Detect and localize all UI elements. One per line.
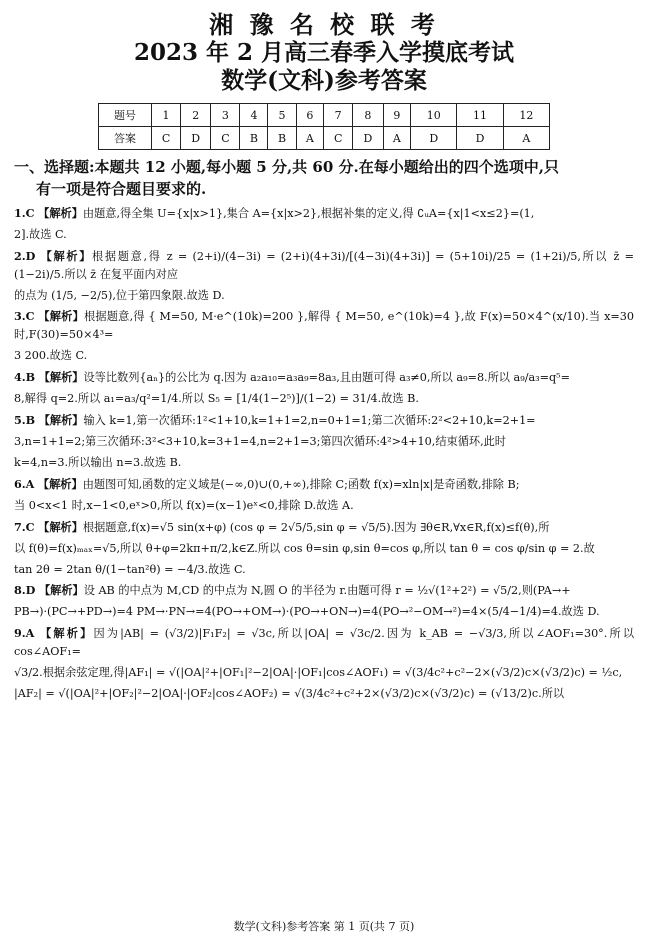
solution-text: √3/2.根据余弦定理,得|AF₁| = √(|OA|²+|OF₁|²−2|OA|·|OF₁|cos∠AOF₁) = √(3/4c²+c²−2×(√3/2)c×(√3/2)c) = ½c, bbox=[14, 666, 623, 680]
solution-text: 由题意,得全集 U={x|x>1},集合 A={x|x>2},根据补集的定义,得 ∁ᵤA={x|1<x≤2}=(1, bbox=[82, 206, 535, 220]
answer-table-number-row bbox=[99, 104, 550, 127]
section-heading-line: 有一项是符合题目要求的. bbox=[36, 180, 207, 199]
page-footer: 数学(文科)参考答案 第 1 页(共 7 页) bbox=[233, 920, 415, 933]
analysis-tag: 【解析】 bbox=[38, 309, 84, 324]
analysis-tag: 【解析】 bbox=[38, 583, 84, 598]
answer-table bbox=[98, 103, 550, 150]
answer-table-number-header: 题号 bbox=[99, 104, 152, 127]
solution-text: 以 f(θ)=f(x)ₘₐₓ=√5,所以 θ+φ=2kπ+π/2,k∈Z.所以 cos θ=sin φ,sin θ=cos φ,所以 tan θ = cos φ/sin φ = 2.故 bbox=[14, 541, 595, 555]
question-number-cell: 10 bbox=[411, 104, 457, 127]
question-label: 8.D bbox=[14, 583, 36, 598]
question-number-cell: 2 bbox=[181, 104, 211, 127]
solution-text: 输入 k=1,第一次循环:1²<1+10,k=1+1=2,n=0+1=1;第二次循环:2²<2+10,k=2+1= bbox=[83, 414, 536, 428]
solution-5 bbox=[14, 412, 634, 472]
solution-2 bbox=[14, 248, 634, 305]
solution-text: 3 200.故选 C. bbox=[14, 349, 88, 363]
solution-text: PB→)·(PC→+PD→)=4 PM→·PN→=4(PO→+OM→)·(PO→+ON→)=4(PO→²−OM→²)=4×(5/4−1/4)=4.故选 D. bbox=[14, 605, 600, 619]
title-subject: 数学(文科)参考答案 bbox=[221, 67, 427, 95]
solution-3 bbox=[14, 308, 634, 365]
question-label: 5.B bbox=[14, 413, 36, 428]
analysis-tag: 【解析】 bbox=[40, 626, 94, 641]
question-label: 9.A bbox=[14, 626, 35, 641]
question-label: 7.C bbox=[14, 519, 35, 534]
answer-cell: A bbox=[383, 127, 411, 150]
question-number-cell: 11 bbox=[457, 104, 503, 127]
solution-4 bbox=[14, 369, 634, 408]
solution-text: 由题图可知,函数的定义域是(−∞,0)∪(0,+∞),排除 C;函数 f(x)=xln|x|是奇函数,排除 B; bbox=[82, 477, 520, 491]
solution-text: 当 0<x<1 时,x−1<0,eˣ>0,所以 f(x)=(x−1)eˣ<0,排除 D.故选 A. bbox=[14, 498, 354, 512]
solution-6 bbox=[14, 476, 634, 515]
question-number-cell: 9 bbox=[383, 104, 411, 127]
question-label: 3.C bbox=[14, 309, 35, 324]
solution-text: 根据题意,f(x)=√5 sin(x+φ) (cos φ = 2√5/5,sin φ = √5/5).因为 ∃θ∈R,∀x∈R,f(x)≤f(θ),所 bbox=[82, 520, 550, 534]
solution-text: 设等比数列{aₙ}的公比为 q.因为 a₂a₁₀=a₃a₉=8a₃,且由题可得 a₃≠0,所以 a₉=8.所以 a₉/a₃=q⁵= bbox=[83, 371, 571, 385]
analysis-tag: 【解析】 bbox=[37, 476, 83, 491]
solution-text: |AF₂| = √(|OA|²+|OF₂|²−2|OA|·|OF₂|cos∠AOF₂) = √(3/4c²+c²+2×(√3/2)c×(√3/2)c) = (√13/2)c.所以 bbox=[14, 687, 565, 701]
answer-cell: B bbox=[268, 127, 296, 150]
solution-7 bbox=[14, 519, 634, 579]
answer-cell: D bbox=[457, 127, 503, 150]
solution-text: 设 AB 的中点为 M,CD 的中点为 N,圆 O 的半径为 r.由题可得 r = ½√(1²+2²) = √5/2,则(PA→+ bbox=[83, 584, 571, 598]
solution-text: 的点为 (1/5, −2/5),位于第四象限.故选 D. bbox=[14, 288, 225, 302]
analysis-tag: 【解析】 bbox=[38, 370, 84, 385]
solution-text: 根据题意,得 { M=50, M·e^(10k)=200 },解得 { M=50, e^(10k)=4 },故 F(x)=50×4^(x/10).当 x=30 时,F(30)=50×4³= bbox=[14, 310, 634, 342]
answer-cell: D bbox=[181, 127, 211, 150]
solution-text: 2].故选 C. bbox=[14, 227, 67, 241]
solution-text: 因为|AB| = (√3/2)|F₁F₂| = √3c,所以|OA| = √3c/2.因为 k_AB = −√3/3,所以∠AOF₁=30°.所以 cos∠AOF₁= bbox=[14, 627, 635, 659]
analysis-tag: 【解析】 bbox=[38, 205, 83, 220]
answer-cell: D bbox=[411, 127, 457, 150]
question-label: 2.D bbox=[14, 248, 36, 263]
solution-1 bbox=[14, 205, 634, 244]
section-heading bbox=[14, 157, 634, 201]
section-heading-line: 一、选择题:本题共 12 小题,每小题 5 分,共 60 分.在每小题给出的四个选项中,只 bbox=[14, 158, 559, 177]
solution-text: 8,解得 q=2.所以 a₁=a₃/q²=1/4.所以 S₅ = [1/4(1−2⁵)]/(1−2) = 31/4.故选 B. bbox=[14, 392, 419, 406]
solution-text: 3,n=1+1=2;第三次循环:3²<3+10,k=3+1=4,n=2+1=3;第四次循环:4²>4+10,结束循环,此时 bbox=[14, 435, 506, 448]
answer-table-answer-header: 答案 bbox=[99, 127, 152, 150]
solution-9 bbox=[14, 625, 634, 703]
analysis-tag: 【解析】 bbox=[38, 413, 84, 428]
solution-8 bbox=[14, 582, 634, 621]
question-number-cell: 3 bbox=[211, 104, 240, 127]
question-number-cell: 5 bbox=[268, 104, 296, 127]
question-label: 4.B bbox=[14, 370, 36, 385]
question-label: 1.C bbox=[14, 205, 35, 220]
answer-cell: C bbox=[211, 127, 240, 150]
answer-table-answer-row bbox=[99, 127, 550, 150]
title-alliance: 湘 豫 名 校 联 考 bbox=[209, 10, 439, 39]
question-number-cell: 12 bbox=[503, 104, 549, 127]
question-label: 6.A bbox=[14, 476, 35, 491]
question-number-cell: 4 bbox=[240, 104, 268, 127]
title-exam: 2023 年 2 月高三春季入学摸底考试 bbox=[133, 39, 515, 67]
answer-cell: B bbox=[240, 127, 268, 150]
analysis-tag: 【解析】 bbox=[38, 519, 83, 534]
answer-cell: C bbox=[324, 127, 353, 150]
question-number-cell: 1 bbox=[152, 104, 181, 127]
answer-cell: A bbox=[296, 127, 324, 150]
question-number-cell: 6 bbox=[296, 104, 324, 127]
answer-cell: C bbox=[152, 127, 181, 150]
answer-cell: D bbox=[353, 127, 383, 150]
answer-cell: A bbox=[503, 127, 549, 150]
question-number-cell: 7 bbox=[324, 104, 353, 127]
analysis-tag: 【解析】 bbox=[40, 248, 93, 263]
solution-text: 根据题意,得 z = (2+i)/(4−3i) = (2+i)(4+3i)/[(4−3i)(4+3i)] = (5+10i)/25 = (1+2i)/5,所以 z̄ = (1−2i)/5.所以 z̄ 在复平面内对应 bbox=[14, 249, 634, 281]
question-number-cell: 8 bbox=[353, 104, 383, 127]
solution-text: tan 2θ = 2tan θ/(1−tan²θ) = −4/3.故选 C. bbox=[14, 562, 246, 576]
solution-text: k=4,n=3.所以输出 n=3.故选 B. bbox=[14, 455, 182, 469]
